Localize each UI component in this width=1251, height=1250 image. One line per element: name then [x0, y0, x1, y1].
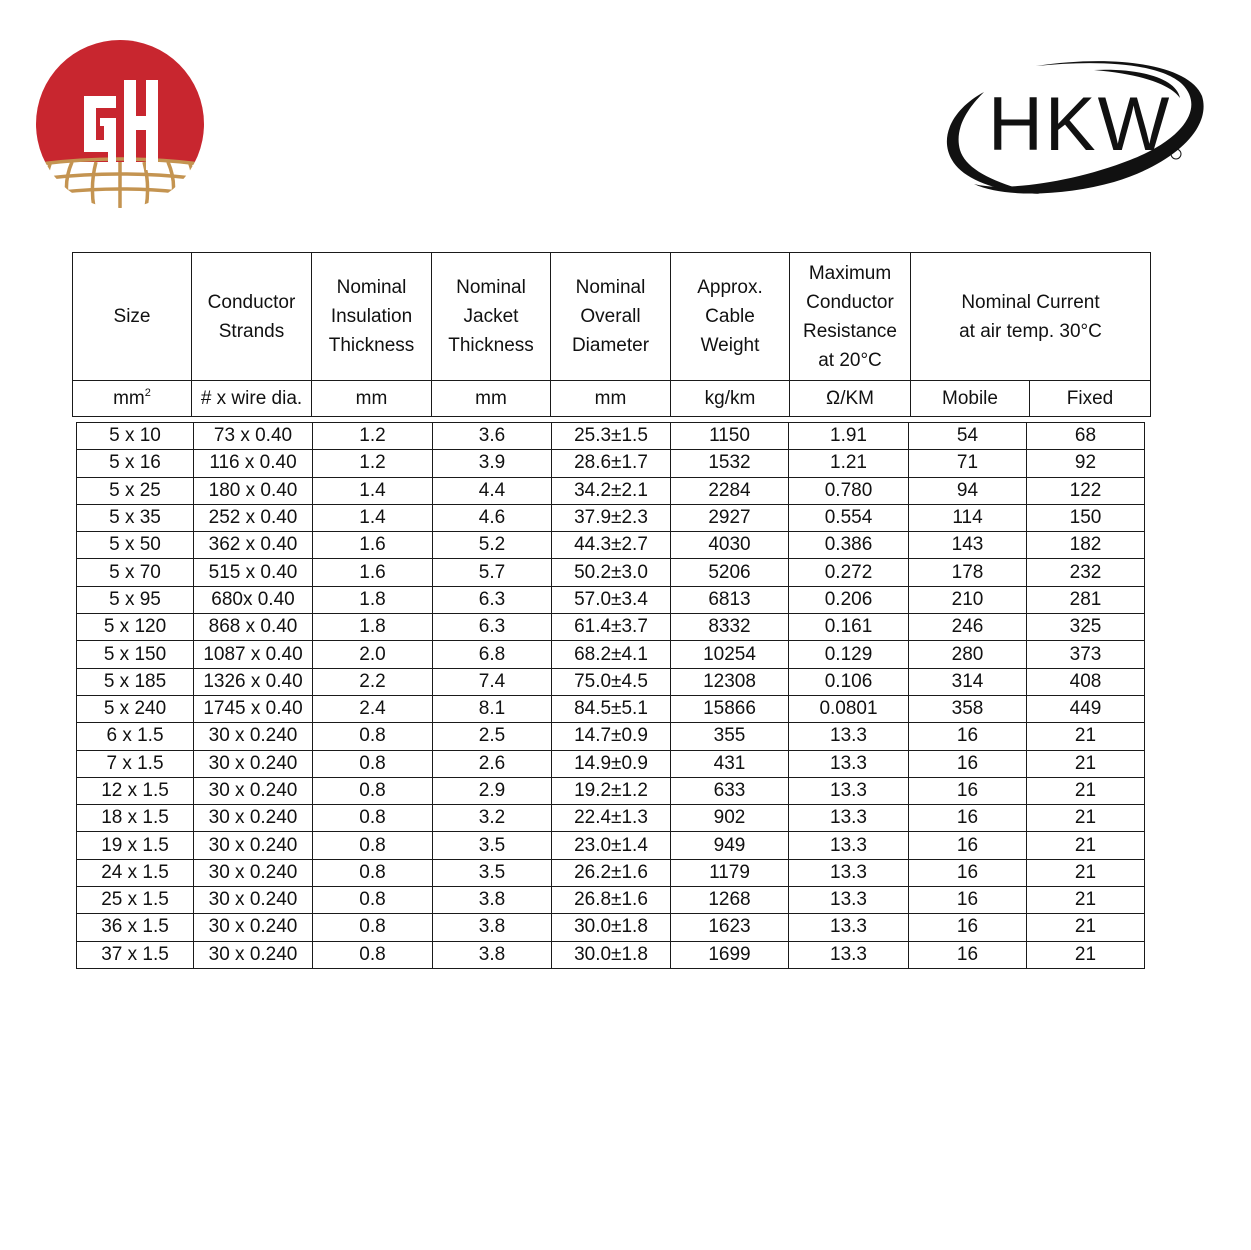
cell-diameter: 28.6±1.7	[552, 450, 671, 477]
cell-current-fixed: 68	[1027, 423, 1145, 450]
table-row	[77, 423, 1145, 450]
cell-strands: 30 x 0.240	[194, 750, 313, 777]
cell-resistance: 0.129	[789, 641, 909, 668]
cell-size: 36 x 1.5	[77, 914, 194, 941]
cell-diameter: 30.0±1.8	[552, 941, 671, 968]
cell-strands: 1087 x 0.40	[194, 641, 313, 668]
unit-mobile: Mobile	[911, 381, 1030, 417]
cell-insulation: 1.6	[313, 532, 433, 559]
cell-insulation: 1.8	[313, 586, 433, 613]
cell-jacket: 2.5	[433, 723, 552, 750]
cell-diameter: 68.2±4.1	[552, 641, 671, 668]
cell-insulation: 1.8	[313, 614, 433, 641]
cell-jacket: 3.5	[433, 832, 552, 859]
cell-diameter: 14.9±0.9	[552, 750, 671, 777]
hkw-logo-text: HKW	[988, 82, 1172, 167]
cell-current-fixed: 92	[1027, 450, 1145, 477]
table-row	[77, 750, 1145, 777]
cell-current-mobile: 71	[909, 450, 1027, 477]
cell-current-fixed: 150	[1027, 504, 1145, 531]
cell-current-fixed: 325	[1027, 614, 1145, 641]
cell-diameter: 22.4±1.3	[552, 805, 671, 832]
cell-current-mobile: 16	[909, 832, 1027, 859]
header-conductor-strands: Conductor Strands	[192, 253, 312, 381]
spec-table-header	[72, 252, 1151, 417]
cell-insulation: 1.4	[313, 504, 433, 531]
unit-fixed: Fixed	[1030, 381, 1151, 417]
cell-current-mobile: 358	[909, 695, 1027, 722]
cell-jacket: 3.8	[433, 941, 552, 968]
cell-current-fixed: 21	[1027, 914, 1145, 941]
cell-size: 5 x 240	[77, 695, 194, 722]
cell-weight: 4030	[671, 532, 789, 559]
cell-current-mobile: 94	[909, 477, 1027, 504]
header-jacket-thickness: Nominal Jacket Thickness	[432, 253, 551, 381]
table-row	[77, 723, 1145, 750]
cell-insulation: 1.2	[313, 450, 433, 477]
unit-diameter: mm	[551, 381, 671, 417]
cell-insulation: 2.0	[313, 641, 433, 668]
cell-insulation: 0.8	[313, 750, 433, 777]
cell-resistance: 0.106	[789, 668, 909, 695]
cell-weight: 633	[671, 777, 789, 804]
hkw-logo	[944, 56, 1206, 198]
cell-insulation: 0.8	[313, 941, 433, 968]
cell-weight: 6813	[671, 586, 789, 613]
table-row	[77, 586, 1145, 613]
cell-current-fixed: 281	[1027, 586, 1145, 613]
cell-resistance: 13.3	[789, 914, 909, 941]
cell-size: 5 x 16	[77, 450, 194, 477]
cell-current-mobile: 114	[909, 504, 1027, 531]
header-cable-weight: Approx. Cable Weight	[671, 253, 790, 381]
cell-insulation: 0.8	[313, 914, 433, 941]
cell-strands: 30 x 0.240	[194, 941, 313, 968]
cell-jacket: 3.2	[433, 805, 552, 832]
cell-diameter: 19.2±1.2	[552, 777, 671, 804]
cell-weight: 1179	[671, 859, 789, 886]
cell-jacket: 4.4	[433, 477, 552, 504]
cell-resistance: 13.3	[789, 859, 909, 886]
cell-size: 5 x 70	[77, 559, 194, 586]
cell-size: 25 x 1.5	[77, 887, 194, 914]
cell-jacket: 2.6	[433, 750, 552, 777]
cell-weight: 10254	[671, 641, 789, 668]
header-overall-diameter: Nominal Overall Diameter	[551, 253, 671, 381]
cell-size: 12 x 1.5	[77, 777, 194, 804]
cell-current-fixed: 408	[1027, 668, 1145, 695]
cell-insulation: 0.8	[313, 723, 433, 750]
cell-diameter: 61.4±3.7	[552, 614, 671, 641]
cell-insulation: 0.8	[313, 887, 433, 914]
cell-jacket: 4.6	[433, 504, 552, 531]
table-row	[77, 504, 1145, 531]
cell-jacket: 3.5	[433, 859, 552, 886]
cell-size: 7 x 1.5	[77, 750, 194, 777]
cell-strands: 116 x 0.40	[194, 450, 313, 477]
gh-logo	[34, 40, 206, 208]
header-nominal-current: Nominal Current at air temp. 30°C	[911, 253, 1151, 381]
cell-diameter: 57.0±3.4	[552, 586, 671, 613]
cell-current-mobile: 178	[909, 559, 1027, 586]
cell-jacket: 2.9	[433, 777, 552, 804]
table-row	[77, 668, 1145, 695]
cell-jacket: 5.2	[433, 532, 552, 559]
unit-resistance: Ω/KM	[790, 381, 911, 417]
cell-insulation: 1.6	[313, 559, 433, 586]
cell-resistance: 0.206	[789, 586, 909, 613]
cell-diameter: 30.0±1.8	[552, 914, 671, 941]
cell-weight: 5206	[671, 559, 789, 586]
table-row	[77, 614, 1145, 641]
cell-size: 5 x 95	[77, 586, 194, 613]
header-size: Size	[73, 253, 192, 381]
cell-insulation: 1.4	[313, 477, 433, 504]
cell-current-mobile: 143	[909, 532, 1027, 559]
cell-insulation: 0.8	[313, 859, 433, 886]
cell-resistance: 0.780	[789, 477, 909, 504]
cell-strands: 30 x 0.240	[194, 887, 313, 914]
cell-resistance: 13.3	[789, 941, 909, 968]
cell-jacket: 6.3	[433, 586, 552, 613]
table-row	[77, 914, 1145, 941]
unit-insulation: mm	[312, 381, 432, 417]
cell-size: 37 x 1.5	[77, 941, 194, 968]
cell-jacket: 3.6	[433, 423, 552, 450]
cell-size: 5 x 120	[77, 614, 194, 641]
cell-jacket: 7.4	[433, 668, 552, 695]
header-insulation-thickness: Nominal Insulation Thickness	[312, 253, 432, 381]
table-row	[77, 832, 1145, 859]
cell-diameter: 84.5±5.1	[552, 695, 671, 722]
cell-resistance: 1.21	[789, 450, 909, 477]
cell-strands: 362 x 0.40	[194, 532, 313, 559]
cell-resistance: 0.554	[789, 504, 909, 531]
cell-jacket: 3.8	[433, 914, 552, 941]
cell-current-mobile: 246	[909, 614, 1027, 641]
header-conductor-resistance: Maximum Conductor Resistance at 20°C	[790, 253, 911, 381]
cell-insulation: 0.8	[313, 832, 433, 859]
cell-current-fixed: 449	[1027, 695, 1145, 722]
cell-strands: 680x 0.40	[194, 586, 313, 613]
cell-size: 5 x 10	[77, 423, 194, 450]
cell-jacket: 3.8	[433, 887, 552, 914]
cell-resistance: 13.3	[789, 723, 909, 750]
cell-diameter: 75.0±4.5	[552, 668, 671, 695]
cell-jacket: 8.1	[433, 695, 552, 722]
cell-insulation: 1.2	[313, 423, 433, 450]
cell-current-fixed: 21	[1027, 723, 1145, 750]
cell-strands: 30 x 0.240	[194, 805, 313, 832]
cell-strands: 515 x 0.40	[194, 559, 313, 586]
cell-insulation: 2.2	[313, 668, 433, 695]
cell-current-mobile: 16	[909, 914, 1027, 941]
cell-size: 5 x 35	[77, 504, 194, 531]
cell-resistance: 0.0801	[789, 695, 909, 722]
table-row	[77, 532, 1145, 559]
cell-resistance: 0.272	[789, 559, 909, 586]
cell-current-mobile: 16	[909, 777, 1027, 804]
cell-current-mobile: 16	[909, 859, 1027, 886]
cell-resistance: 13.3	[789, 750, 909, 777]
cell-strands: 180 x 0.40	[194, 477, 313, 504]
table-row	[77, 559, 1145, 586]
cell-size: 6 x 1.5	[77, 723, 194, 750]
cell-resistance: 13.3	[789, 777, 909, 804]
cell-jacket: 3.9	[433, 450, 552, 477]
cell-current-fixed: 182	[1027, 532, 1145, 559]
cell-jacket: 5.7	[433, 559, 552, 586]
cell-weight: 355	[671, 723, 789, 750]
cell-strands: 252 x 0.40	[194, 504, 313, 531]
cell-resistance: 0.386	[789, 532, 909, 559]
cell-weight: 1268	[671, 887, 789, 914]
cell-size: 19 x 1.5	[77, 832, 194, 859]
table-row	[77, 641, 1145, 668]
cell-current-fixed: 232	[1027, 559, 1145, 586]
cell-strands: 30 x 0.240	[194, 832, 313, 859]
cell-current-fixed: 373	[1027, 641, 1145, 668]
cell-weight: 1699	[671, 941, 789, 968]
cell-weight: 8332	[671, 614, 789, 641]
cell-resistance: 13.3	[789, 805, 909, 832]
cell-size: 5 x 50	[77, 532, 194, 559]
cell-weight: 1150	[671, 423, 789, 450]
table-row	[77, 805, 1145, 832]
cell-strands: 30 x 0.240	[194, 914, 313, 941]
table-row	[77, 887, 1145, 914]
cell-current-mobile: 314	[909, 668, 1027, 695]
cell-insulation: 2.4	[313, 695, 433, 722]
cell-strands: 30 x 0.240	[194, 723, 313, 750]
cell-diameter: 23.0±1.4	[552, 832, 671, 859]
table-row	[77, 695, 1145, 722]
cell-weight: 1623	[671, 914, 789, 941]
cell-current-mobile: 16	[909, 723, 1027, 750]
cell-strands: 30 x 0.240	[194, 859, 313, 886]
unit-strands: # x wire dia.	[192, 381, 312, 417]
cell-current-fixed: 21	[1027, 750, 1145, 777]
table-row	[77, 450, 1145, 477]
cell-diameter: 25.3±1.5	[552, 423, 671, 450]
table-row	[77, 477, 1145, 504]
cell-insulation: 0.8	[313, 805, 433, 832]
unit-weight: kg/km	[671, 381, 790, 417]
cell-jacket: 6.8	[433, 641, 552, 668]
cell-weight: 949	[671, 832, 789, 859]
cell-current-mobile: 16	[909, 750, 1027, 777]
table-row	[77, 777, 1145, 804]
cell-current-mobile: 54	[909, 423, 1027, 450]
unit-size: $mm^2$	[73, 381, 192, 417]
cell-size: 5 x 185	[77, 668, 194, 695]
cell-strands: 1326 x 0.40	[194, 668, 313, 695]
cell-current-fixed: 21	[1027, 859, 1145, 886]
cell-weight: 902	[671, 805, 789, 832]
cell-resistance: 1.91	[789, 423, 909, 450]
cell-weight: 2284	[671, 477, 789, 504]
cell-diameter: 26.2±1.6	[552, 859, 671, 886]
cell-current-fixed: 21	[1027, 832, 1145, 859]
cell-insulation: 0.8	[313, 777, 433, 804]
cell-current-fixed: 21	[1027, 941, 1145, 968]
cell-current-mobile: 210	[909, 586, 1027, 613]
cell-resistance: 0.161	[789, 614, 909, 641]
cell-current-fixed: 122	[1027, 477, 1145, 504]
cell-strands: 73 x 0.40	[194, 423, 313, 450]
cell-size: 5 x 150	[77, 641, 194, 668]
cell-jacket: 6.3	[433, 614, 552, 641]
cell-diameter: 26.8±1.6	[552, 887, 671, 914]
cell-size: 24 x 1.5	[77, 859, 194, 886]
cell-size: 18 x 1.5	[77, 805, 194, 832]
cell-weight: 431	[671, 750, 789, 777]
cell-diameter: 37.9±2.3	[552, 504, 671, 531]
cell-weight: 12308	[671, 668, 789, 695]
cell-current-fixed: 21	[1027, 805, 1145, 832]
cell-size: 5 x 25	[77, 477, 194, 504]
cell-current-mobile: 16	[909, 941, 1027, 968]
cell-current-fixed: 21	[1027, 777, 1145, 804]
table-row	[77, 859, 1145, 886]
spec-table-body	[76, 422, 1145, 969]
cell-weight: 1532	[671, 450, 789, 477]
cell-strands: 868 x 0.40	[194, 614, 313, 641]
cell-resistance: 13.3	[789, 887, 909, 914]
cell-current-mobile: 280	[909, 641, 1027, 668]
table-row	[77, 941, 1145, 968]
cell-diameter: 50.2±3.0	[552, 559, 671, 586]
unit-jacket: mm	[432, 381, 551, 417]
cell-diameter: 34.2±2.1	[552, 477, 671, 504]
cell-diameter: 14.7±0.9	[552, 723, 671, 750]
cell-strands: 1745 x 0.40	[194, 695, 313, 722]
cell-current-mobile: 16	[909, 887, 1027, 914]
cell-resistance: 13.3	[789, 832, 909, 859]
cell-diameter: 44.3±2.7	[552, 532, 671, 559]
cell-strands: 30 x 0.240	[194, 777, 313, 804]
cell-weight: 15866	[671, 695, 789, 722]
cell-current-mobile: 16	[909, 805, 1027, 832]
cell-current-fixed: 21	[1027, 887, 1145, 914]
cell-weight: 2927	[671, 504, 789, 531]
